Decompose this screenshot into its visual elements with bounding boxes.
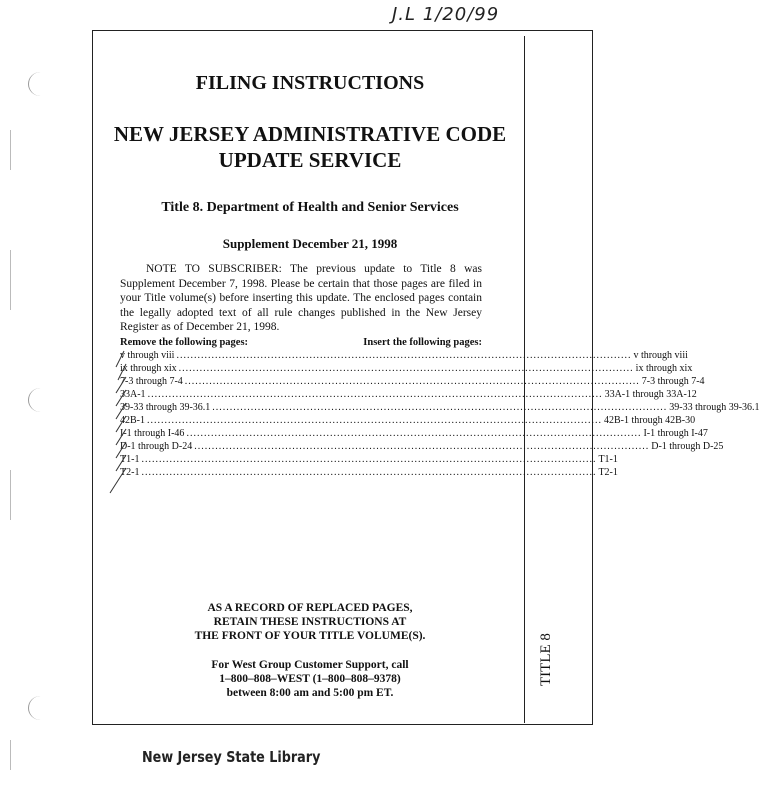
insert-pages-cell: 7-3 through 7-4 bbox=[641, 376, 705, 387]
table-row bbox=[120, 402, 760, 415]
insert-pages-cell: v through viii bbox=[633, 350, 688, 361]
leader-dots: .................................................................................................................................. bbox=[141, 467, 597, 478]
remove-pages-cell: T2-1 bbox=[120, 467, 140, 478]
punch-hole-top bbox=[28, 72, 53, 96]
handwritten-initials-date: J.L 1/20/99 bbox=[392, 4, 500, 25]
document-title: FILING INSTRUCTIONS bbox=[195, 72, 425, 94]
check-mark bbox=[116, 416, 126, 432]
retain-line2: RETAIN THESE INSTRUCTIONS AT bbox=[213, 616, 407, 628]
code-title-line2: UPDATE SERVICE bbox=[218, 148, 402, 172]
table-row bbox=[120, 350, 688, 363]
remove-pages-cell: 7-3 through 7-4 bbox=[120, 376, 183, 387]
leader-dots: .................................................................................................................................. bbox=[147, 415, 602, 426]
check-mark bbox=[116, 455, 126, 471]
support-phone: 1–800–808–WEST (1–800–808–9378) bbox=[219, 673, 401, 685]
code-title-line1: NEW JERSEY ADMINISTRATIVE CODE bbox=[113, 122, 507, 146]
leader-dots: .................................................................................................................................. bbox=[141, 454, 597, 465]
leader-dots: .................................................................................................................................. bbox=[178, 363, 634, 374]
remove-pages-cell: 42B-1 bbox=[120, 415, 145, 426]
check-mark bbox=[116, 377, 126, 393]
library-stamp: New Jersey State Library bbox=[142, 748, 321, 766]
table-row bbox=[120, 441, 724, 454]
insert-pages-cell: I-1 through I-47 bbox=[643, 428, 708, 439]
check-mark bbox=[116, 403, 126, 419]
insert-pages-cell: 33A-1 through 33A-12 bbox=[604, 389, 697, 400]
insert-pages-cell: 39-33 through 39-36.1 bbox=[669, 402, 760, 413]
leader-dots: .................................................................................................................................. bbox=[212, 402, 668, 413]
insert-pages-cell: D-1 through D-25 bbox=[651, 441, 724, 452]
remove-pages-cell: 33A-1 bbox=[120, 389, 146, 400]
leader-dots: .................................................................................................................................. bbox=[184, 376, 640, 387]
retain-line3: THE FRONT OF YOUR TITLE VOLUME(S). bbox=[194, 630, 426, 642]
note-to-subscriber: NOTE TO SUBSCRIBER: The previous update to Title 8 was Supplement December 7, 1998. Please be certain that those pages are filed in your Title volume(s) before inserting this update. The enclosed pages contain the legally adopted text of all rule changes published in the New Jersey Register as of December 21, 1998. bbox=[120, 263, 482, 333]
table-row bbox=[120, 454, 618, 467]
scan-mark bbox=[10, 470, 11, 520]
insert-pages-cell: T1-1 bbox=[598, 454, 618, 465]
leader-dots: .................................................................................................................................. bbox=[176, 350, 632, 361]
remove-pages-cell: ix through xix bbox=[120, 363, 177, 374]
insert-pages-header: Insert the following pages: bbox=[363, 337, 482, 348]
punch-hole-middle bbox=[28, 388, 53, 412]
table-row bbox=[120, 467, 618, 480]
remove-pages-cell: I-1 through I-46 bbox=[120, 428, 185, 439]
department-heading: Title 8. Department of Health and Senior Services bbox=[161, 200, 459, 215]
table-row bbox=[120, 376, 705, 389]
check-mark bbox=[116, 442, 126, 458]
check-mark bbox=[116, 390, 126, 406]
remove-pages-cell: 39-33 through 39-36.1 bbox=[120, 402, 211, 413]
side-tab-label: TITLE 8 bbox=[538, 633, 554, 686]
supplement-date: Supplement December 21, 1998 bbox=[222, 236, 398, 251]
insert-pages-cell: T2-1 bbox=[598, 467, 618, 478]
check-mark bbox=[116, 351, 124, 367]
table-row bbox=[120, 389, 697, 402]
check-mark bbox=[118, 364, 126, 380]
scan-mark bbox=[10, 130, 11, 170]
check-mark bbox=[110, 468, 126, 493]
scan-mark bbox=[10, 250, 11, 310]
leader-dots: .................................................................................................................................. bbox=[186, 428, 642, 439]
insert-pages-cell: 42B-1 through 42B-30 bbox=[604, 415, 696, 426]
support-line1: For West Group Customer Support, call bbox=[211, 659, 409, 671]
check-mark bbox=[116, 429, 126, 445]
table-row bbox=[120, 428, 708, 441]
retain-line1: AS A RECORD OF REPLACED PAGES, bbox=[207, 602, 413, 614]
remove-pages-cell: T1-1 bbox=[120, 454, 140, 465]
remove-pages-header: Remove the following pages: bbox=[120, 337, 249, 348]
remove-pages-cell: D-1 through D-24 bbox=[120, 441, 193, 452]
remove-pages-cell: v through viii bbox=[120, 350, 175, 361]
insert-pages-cell: ix through xix bbox=[635, 363, 693, 374]
leader-dots: .................................................................................................................................. bbox=[194, 441, 650, 452]
support-hours: between 8:00 am and 5:00 pm ET. bbox=[226, 687, 394, 699]
handwritten-checkmarks bbox=[104, 345, 144, 495]
scan-mark bbox=[10, 740, 11, 770]
table-row bbox=[120, 363, 693, 376]
punch-hole-bottom bbox=[28, 696, 53, 720]
table-row bbox=[120, 415, 696, 428]
leader-dots: .................................................................................................................................. bbox=[147, 389, 603, 400]
